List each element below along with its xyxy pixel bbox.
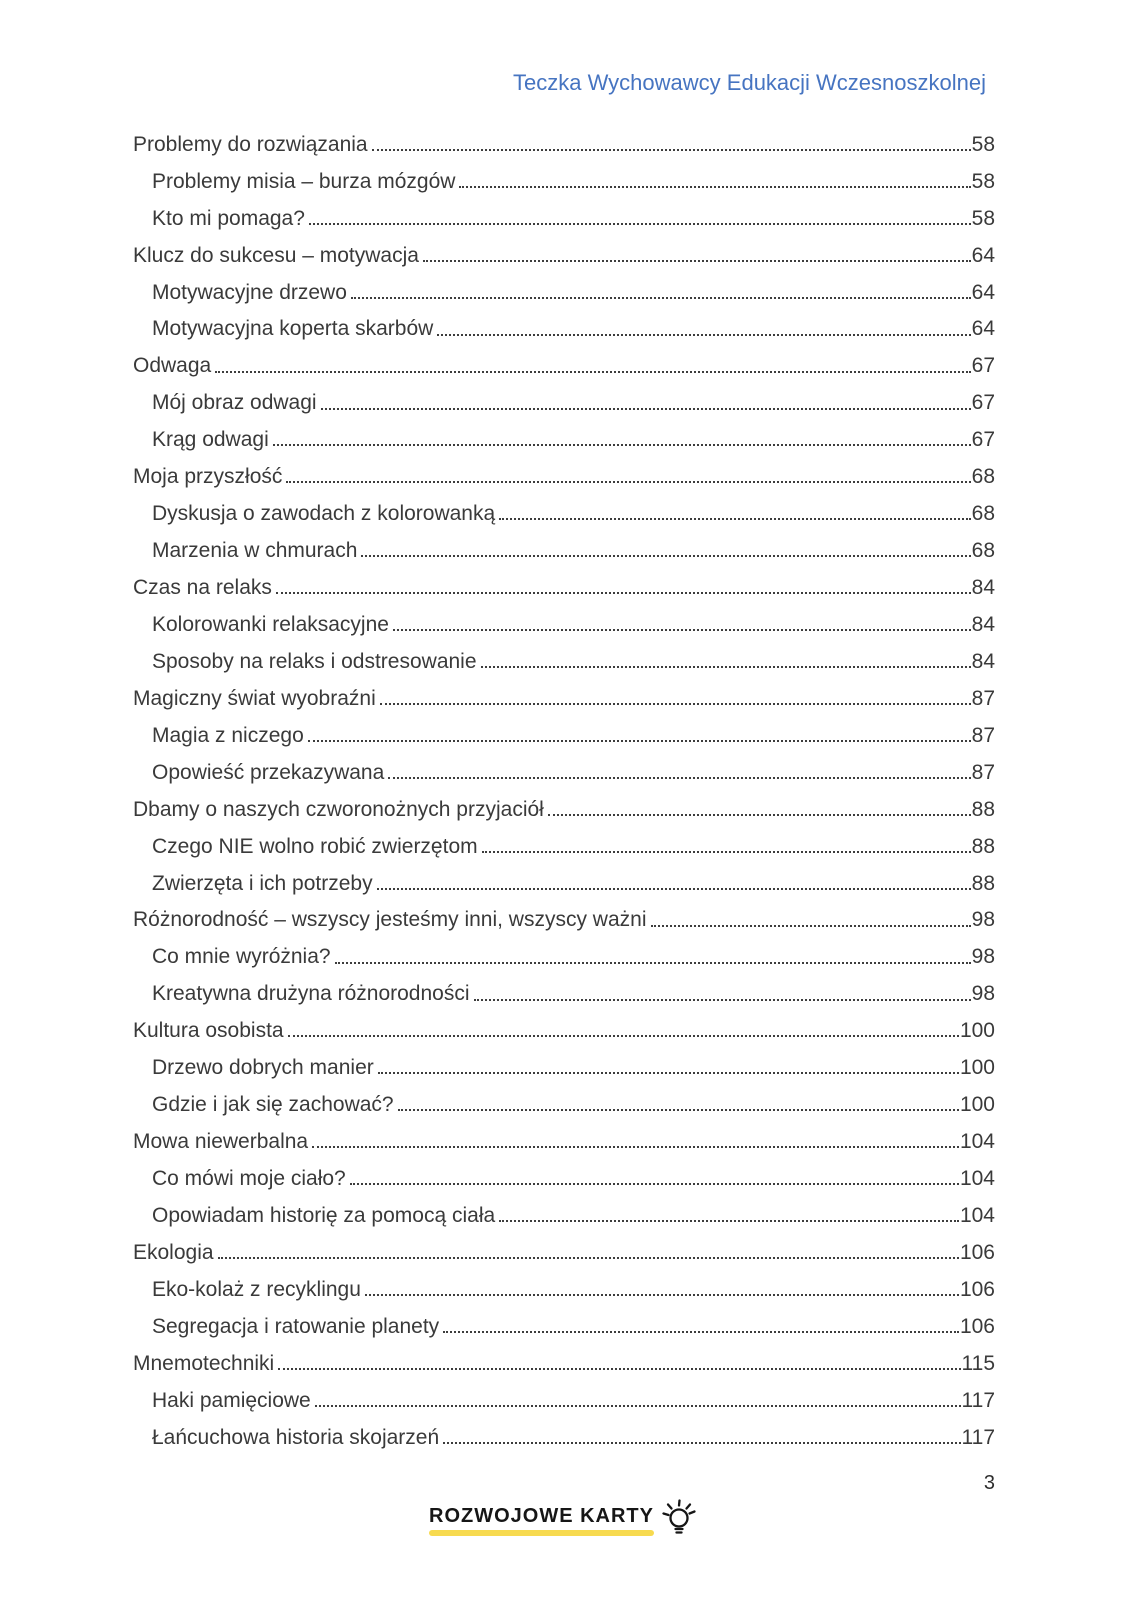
toc-entry-page: 64 xyxy=(971,280,995,304)
toc-entry-page: 58 xyxy=(971,206,995,230)
toc-entry[interactable] xyxy=(133,859,995,896)
toc-leader-dots xyxy=(315,1405,961,1407)
toc-entry[interactable] xyxy=(133,1302,995,1339)
toc-entry[interactable] xyxy=(133,1154,995,1191)
toc-entry-page: 106 xyxy=(959,1314,995,1338)
toc-entry-label: Gdzie i jak się zachować? xyxy=(152,1093,394,1117)
toc-entry-page: 98 xyxy=(971,982,995,1006)
toc-list xyxy=(133,120,995,1450)
toc-entry[interactable] xyxy=(133,674,995,711)
toc-entry[interactable] xyxy=(133,1007,995,1044)
toc-entry-page: 88 xyxy=(971,871,995,895)
toc-leader-dots xyxy=(276,592,971,594)
toc-entry-label: Motywacyjne drzewo xyxy=(152,280,347,304)
toc-leader-dots xyxy=(398,1109,959,1111)
toc-leader-dots xyxy=(443,1331,959,1333)
toc-entry-label: Kreatywna drużyna różnorodności xyxy=(152,982,470,1006)
toc-leader-dots xyxy=(308,740,971,742)
toc-entry-label: Ekologia xyxy=(133,1240,214,1264)
toc-entry-page: 100 xyxy=(959,1056,995,1080)
toc-leader-dots xyxy=(288,1035,959,1037)
toc-leader-dots xyxy=(286,481,970,483)
toc-leader-dots xyxy=(499,518,970,520)
toc-entry-label: Dyskusja o zawodach z kolorowanką xyxy=(152,502,496,526)
toc-entry-page: 98 xyxy=(971,908,995,932)
toc-leader-dots xyxy=(481,666,971,668)
logo-text-block xyxy=(429,1504,654,1536)
toc-entry[interactable] xyxy=(133,305,995,342)
toc-leader-dots xyxy=(372,149,971,151)
toc-leader-dots xyxy=(378,1072,959,1074)
toc-entry[interactable] xyxy=(133,1413,995,1450)
toc-entry-page: 87 xyxy=(971,760,995,784)
toc-entry[interactable] xyxy=(133,748,995,785)
toc-entry-label: Co mnie wyróżnia? xyxy=(152,945,331,969)
toc-entry-page: 104 xyxy=(959,1130,995,1154)
toc-entry[interactable] xyxy=(133,489,995,526)
toc-leader-dots xyxy=(273,444,971,446)
toc-entry[interactable] xyxy=(133,1339,995,1376)
toc-entry-page: 88 xyxy=(971,797,995,821)
toc-entry[interactable] xyxy=(133,1265,995,1302)
toc-entry-page: 104 xyxy=(959,1167,995,1191)
toc-entry-label: Czego NIE wolno robić zwierzętom xyxy=(152,834,478,858)
toc-leader-dots xyxy=(312,1146,959,1148)
toc-leader-dots xyxy=(361,555,970,557)
toc-entry-page: 64 xyxy=(971,317,995,341)
toc-leader-dots xyxy=(482,851,971,853)
toc-entry-label: Problemy misia – burza mózgów xyxy=(152,169,456,193)
toc-entry-label: Marzenia w chmurach xyxy=(152,539,358,563)
toc-entry[interactable] xyxy=(133,1376,995,1413)
toc-entry-label: Kto mi pomaga? xyxy=(152,206,305,230)
toc-leader-dots xyxy=(351,297,971,299)
toc-entry-label: Mnemotechniki xyxy=(133,1351,275,1375)
toc-entry-page: 87 xyxy=(971,723,995,747)
toc-leader-dots xyxy=(388,777,970,779)
toc-leader-dots xyxy=(499,1220,959,1222)
toc-entry-page: 87 xyxy=(971,686,995,710)
document-header-title: Teczka Wychowawcy Edukacji Wczesnoszkolnej xyxy=(513,70,986,95)
toc-entry-label: Łańcuchowa historia skojarzeń xyxy=(152,1425,440,1449)
toc-leader-dots xyxy=(651,925,971,927)
toc-entry-page: 68 xyxy=(971,539,995,563)
toc-entry-label: Segregacja i ratowanie planety xyxy=(152,1314,440,1338)
toc-leader-dots xyxy=(443,1442,960,1444)
toc-entry-label: Klucz do sukcesu – motywacja xyxy=(133,243,419,267)
toc-entry-page: 84 xyxy=(971,576,995,600)
toc-entry-label: Co mówi moje ciało? xyxy=(152,1167,346,1191)
toc-entry-page: 106 xyxy=(959,1277,995,1301)
toc-entry[interactable] xyxy=(133,1080,995,1117)
toc-leader-dots xyxy=(215,371,970,373)
toc-leader-dots xyxy=(548,814,971,816)
toc-leader-dots xyxy=(218,1257,959,1259)
toc-leader-dots xyxy=(474,999,971,1001)
toc-entry[interactable] xyxy=(133,379,995,416)
toc-entry[interactable] xyxy=(133,1191,995,1228)
toc-entry-page: 58 xyxy=(971,132,995,156)
toc-leader-dots xyxy=(278,1368,960,1370)
toc-leader-dots xyxy=(437,334,970,336)
toc-entry[interactable] xyxy=(133,120,995,157)
toc-entry[interactable] xyxy=(133,452,995,489)
toc-entry-label: Haki pamięciowe xyxy=(152,1388,311,1412)
toc-entry-label: Moja przyszłość xyxy=(133,465,283,489)
toc-entry[interactable] xyxy=(133,600,995,637)
toc-entry-page: 100 xyxy=(959,1093,995,1117)
toc-entry-page: 64 xyxy=(971,243,995,267)
toc-entry-page: 100 xyxy=(959,1019,995,1043)
toc-entry-label: Zwierzęta i ich potrzeby xyxy=(152,871,373,895)
toc-entry[interactable] xyxy=(133,711,995,748)
toc-entry-label: Różnorodność – wszyscy jesteśmy inni, wszyscy ważni xyxy=(133,908,647,932)
toc-entry-label: Mój obraz odwagi xyxy=(152,391,317,415)
toc-entry-label: Magiczny świat wyobraźni xyxy=(133,686,376,710)
toc-entry-label: Eko-kolaż z recyklingu xyxy=(152,1277,361,1301)
toc-entry[interactable] xyxy=(133,526,995,563)
toc-entry-page: 98 xyxy=(971,945,995,969)
toc-entry-page: 68 xyxy=(971,465,995,489)
toc-entry[interactable] xyxy=(133,416,995,453)
toc-entry-page: 117 xyxy=(961,1388,995,1412)
page-number: 3 xyxy=(983,1472,995,1494)
logo-underline xyxy=(429,1530,654,1536)
toc-entry-page: 104 xyxy=(959,1203,995,1227)
toc-entry[interactable] xyxy=(133,157,995,194)
toc-entry[interactable] xyxy=(133,637,995,674)
toc-entry-label: Opowiadam historię za pomocą ciała xyxy=(152,1203,496,1227)
toc-entry[interactable] xyxy=(133,268,995,305)
toc-entry-page: 67 xyxy=(971,428,995,452)
logo-text: ROZWOJOWE KARTY xyxy=(429,1505,654,1527)
toc-entry[interactable] xyxy=(133,933,995,970)
toc-entry[interactable] xyxy=(133,231,995,268)
toc-entry[interactable] xyxy=(133,1228,995,1265)
toc-leader-dots xyxy=(377,888,971,890)
toc-entry[interactable] xyxy=(133,342,995,379)
toc-leader-dots xyxy=(423,260,971,262)
toc-entry-label: Drzewo dobrych manier xyxy=(152,1056,374,1080)
toc-entry-page: 106 xyxy=(959,1240,995,1264)
toc-leader-dots xyxy=(309,223,971,225)
toc-entry[interactable] xyxy=(133,194,995,231)
toc-entry-label: Krąg odwagi xyxy=(152,428,269,452)
toc-entry[interactable] xyxy=(133,563,995,600)
toc-entry[interactable] xyxy=(133,1117,995,1154)
toc-leader-dots xyxy=(335,962,971,964)
toc-entry[interactable] xyxy=(133,970,995,1007)
toc-entry-page: 67 xyxy=(971,354,995,378)
toc-entry-page: 84 xyxy=(971,612,995,636)
toc-entry-page: 115 xyxy=(961,1351,995,1375)
toc-entry[interactable] xyxy=(133,896,995,933)
toc-entry-page: 117 xyxy=(961,1425,995,1449)
toc-entry[interactable] xyxy=(133,822,995,859)
toc-entry[interactable] xyxy=(133,1043,995,1080)
toc-entry-page: 68 xyxy=(971,502,995,526)
toc-leader-dots xyxy=(380,703,971,705)
toc-entry-label: Problemy do rozwiązania xyxy=(133,132,368,156)
toc-entry-label: Dbamy o naszych czworonożnych przyjaciół xyxy=(133,797,544,821)
toc-leader-dots xyxy=(350,1183,959,1185)
toc-entry-label: Opowieść przekazywana xyxy=(152,760,385,784)
toc-entry-label: Odwaga xyxy=(133,354,212,378)
toc-entry-page: 58 xyxy=(971,169,995,193)
toc-entry-label: Czas na relaks xyxy=(133,576,272,600)
toc-leader-dots xyxy=(459,186,970,188)
toc-entry-label: Magia z niczego xyxy=(152,723,304,747)
toc-entry-page: 88 xyxy=(971,834,995,858)
footer-logo xyxy=(0,1504,1131,1545)
toc-leader-dots xyxy=(365,1294,959,1296)
toc-entry-label: Sposoby na relaks i odstresowanie xyxy=(152,649,477,673)
toc-entry-label: Kultura osobista xyxy=(133,1019,284,1043)
toc-entry-page: 84 xyxy=(971,649,995,673)
lightbulb-icon xyxy=(658,1496,702,1545)
toc-entry-label: Mowa niewerbalna xyxy=(133,1130,309,1154)
toc-leader-dots xyxy=(321,408,971,410)
toc-entry[interactable] xyxy=(133,785,995,822)
toc-entry-label: Motywacyjna koperta skarbów xyxy=(152,317,434,341)
toc-entry-label: Kolorowanki relaksacyjne xyxy=(152,612,389,636)
toc-entry-page: 67 xyxy=(971,391,995,415)
toc-leader-dots xyxy=(393,629,971,631)
